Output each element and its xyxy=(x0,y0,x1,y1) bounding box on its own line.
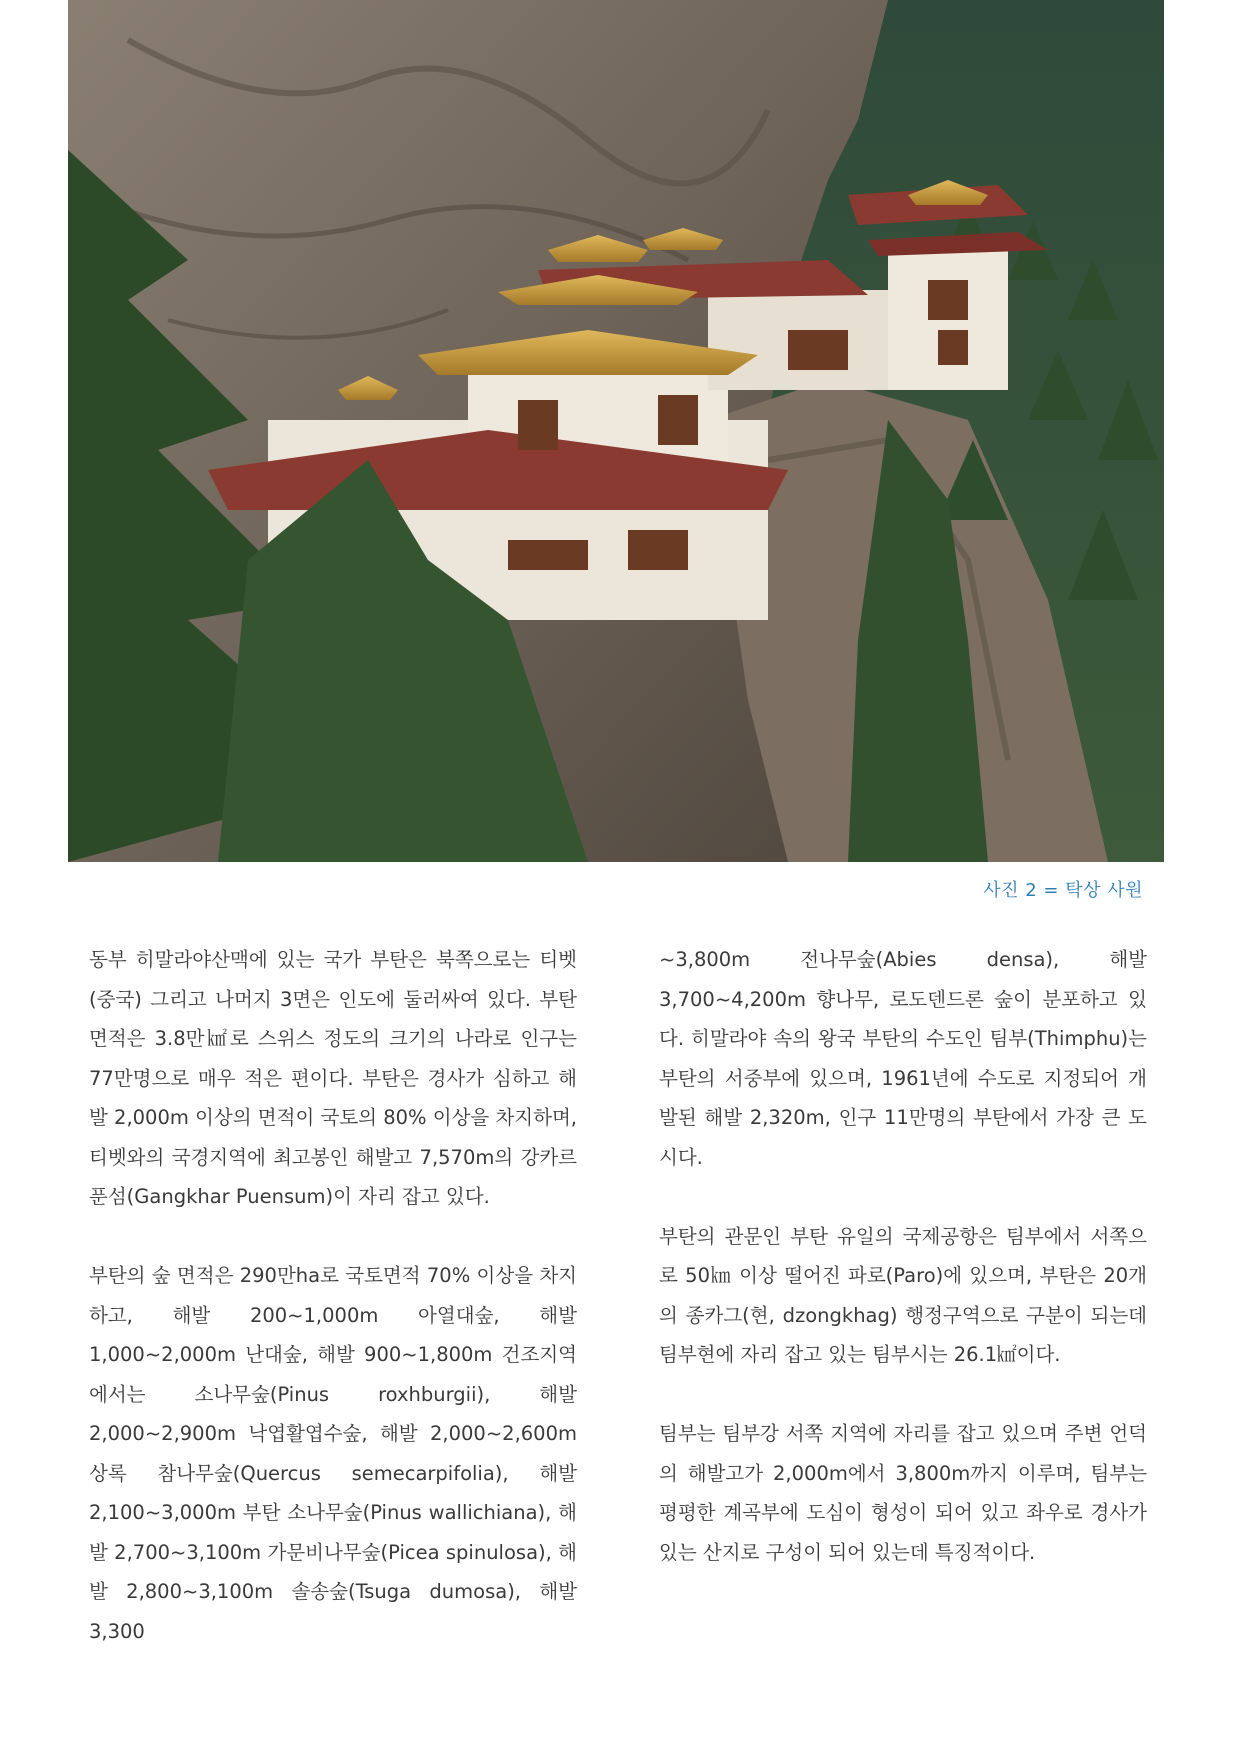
photo-illustration xyxy=(68,0,1164,862)
paragraph: ~3,800m 전나무숲(Abies densa), 해발 3,700~4,200m 향나무, 로도덴드론 숲이 분포하고 있다. 히말라야 속의 왕국 부탄의 수도인 팀부(Thimphu)는 부탄의 서중부에 있으며, 1961년에 수도로 지정되어 개발된 해발 2,320m, 인구 11만명의 부탄에서 가장 큰 도시다. xyxy=(659,948,1147,1169)
paragraph: 팀부는 팀부강 서쪽 지역에 자리를 잡고 있으며 주변 언덕의 해발고가 2,000m에서 3,800m까지 이루며, 팀부는 평평한 계곡부에 도심이 형성이 되어 있고 좌우로 경사가 있는 산지로 구성이 되어 있는데 특징적이다. xyxy=(659,1422,1147,1564)
photo-caption: 사진 2 = 탁상 사원 xyxy=(983,880,1143,901)
paragraph: 부탄의 관문인 부탄 유일의 국제공항은 팀부에서 서쪽으로 50㎞ 이상 떨어진 파로(Paro)에 있으며, 부탄은 20개의 종카그(현, dzongkhag) 행정구역으로 구분이 되는데 팀부현에 자리 잡고 있는 팀부시는 26.1㎢이다. xyxy=(659,1224,1147,1366)
text-column-left xyxy=(89,940,577,1691)
paragraph: 부탄의 숲 면적은 290만ha로 국토면적 70% 이상을 차지하고, 해발 200~1,000m 아열대숲, 해발 1,000~2,000m 난대숲, 해발 900~1,800m 건조지역에서는 소나무숲(Pinus roxhburgii), 해발 2,000~2,900m 낙엽활엽수숲, 해발 2,000~2,600m 상록 참나무숲(Quercus semecarpifolia), 해발 2,100~3,000m 부탄 소나무숲(Pinus wallichiana), 해발 2,700~3,100m 가문비나무숲(Picea spinulosa), 해발 2,800~3,100m 솔송숲(Tsuga dumosa), 해발 3,300 xyxy=(89,1264,577,1643)
monastery-cliff-photo xyxy=(68,0,1164,862)
text-column-right xyxy=(659,940,1147,1612)
paragraph: 동부 히말라야산맥에 있는 국가 부탄은 북쪽으로는 티벳(중국) 그리고 나머지 3면은 인도에 둘러싸여 있다. 부탄 면적은 3.8만㎢로 스위스 정도의 크기의 나라로 인구는 77만명으로 매우 적은 편이다. 부탄은 경사가 심하고 해발 2,000m 이상의 면적이 국토의 80% 이상을 차지하며, 티벳와의 국경지역에 최고봉인 해발고 7,570m의 강카르푼섬(Gangkhar Puensum)이 자리 잡고 있다. xyxy=(89,948,577,1208)
